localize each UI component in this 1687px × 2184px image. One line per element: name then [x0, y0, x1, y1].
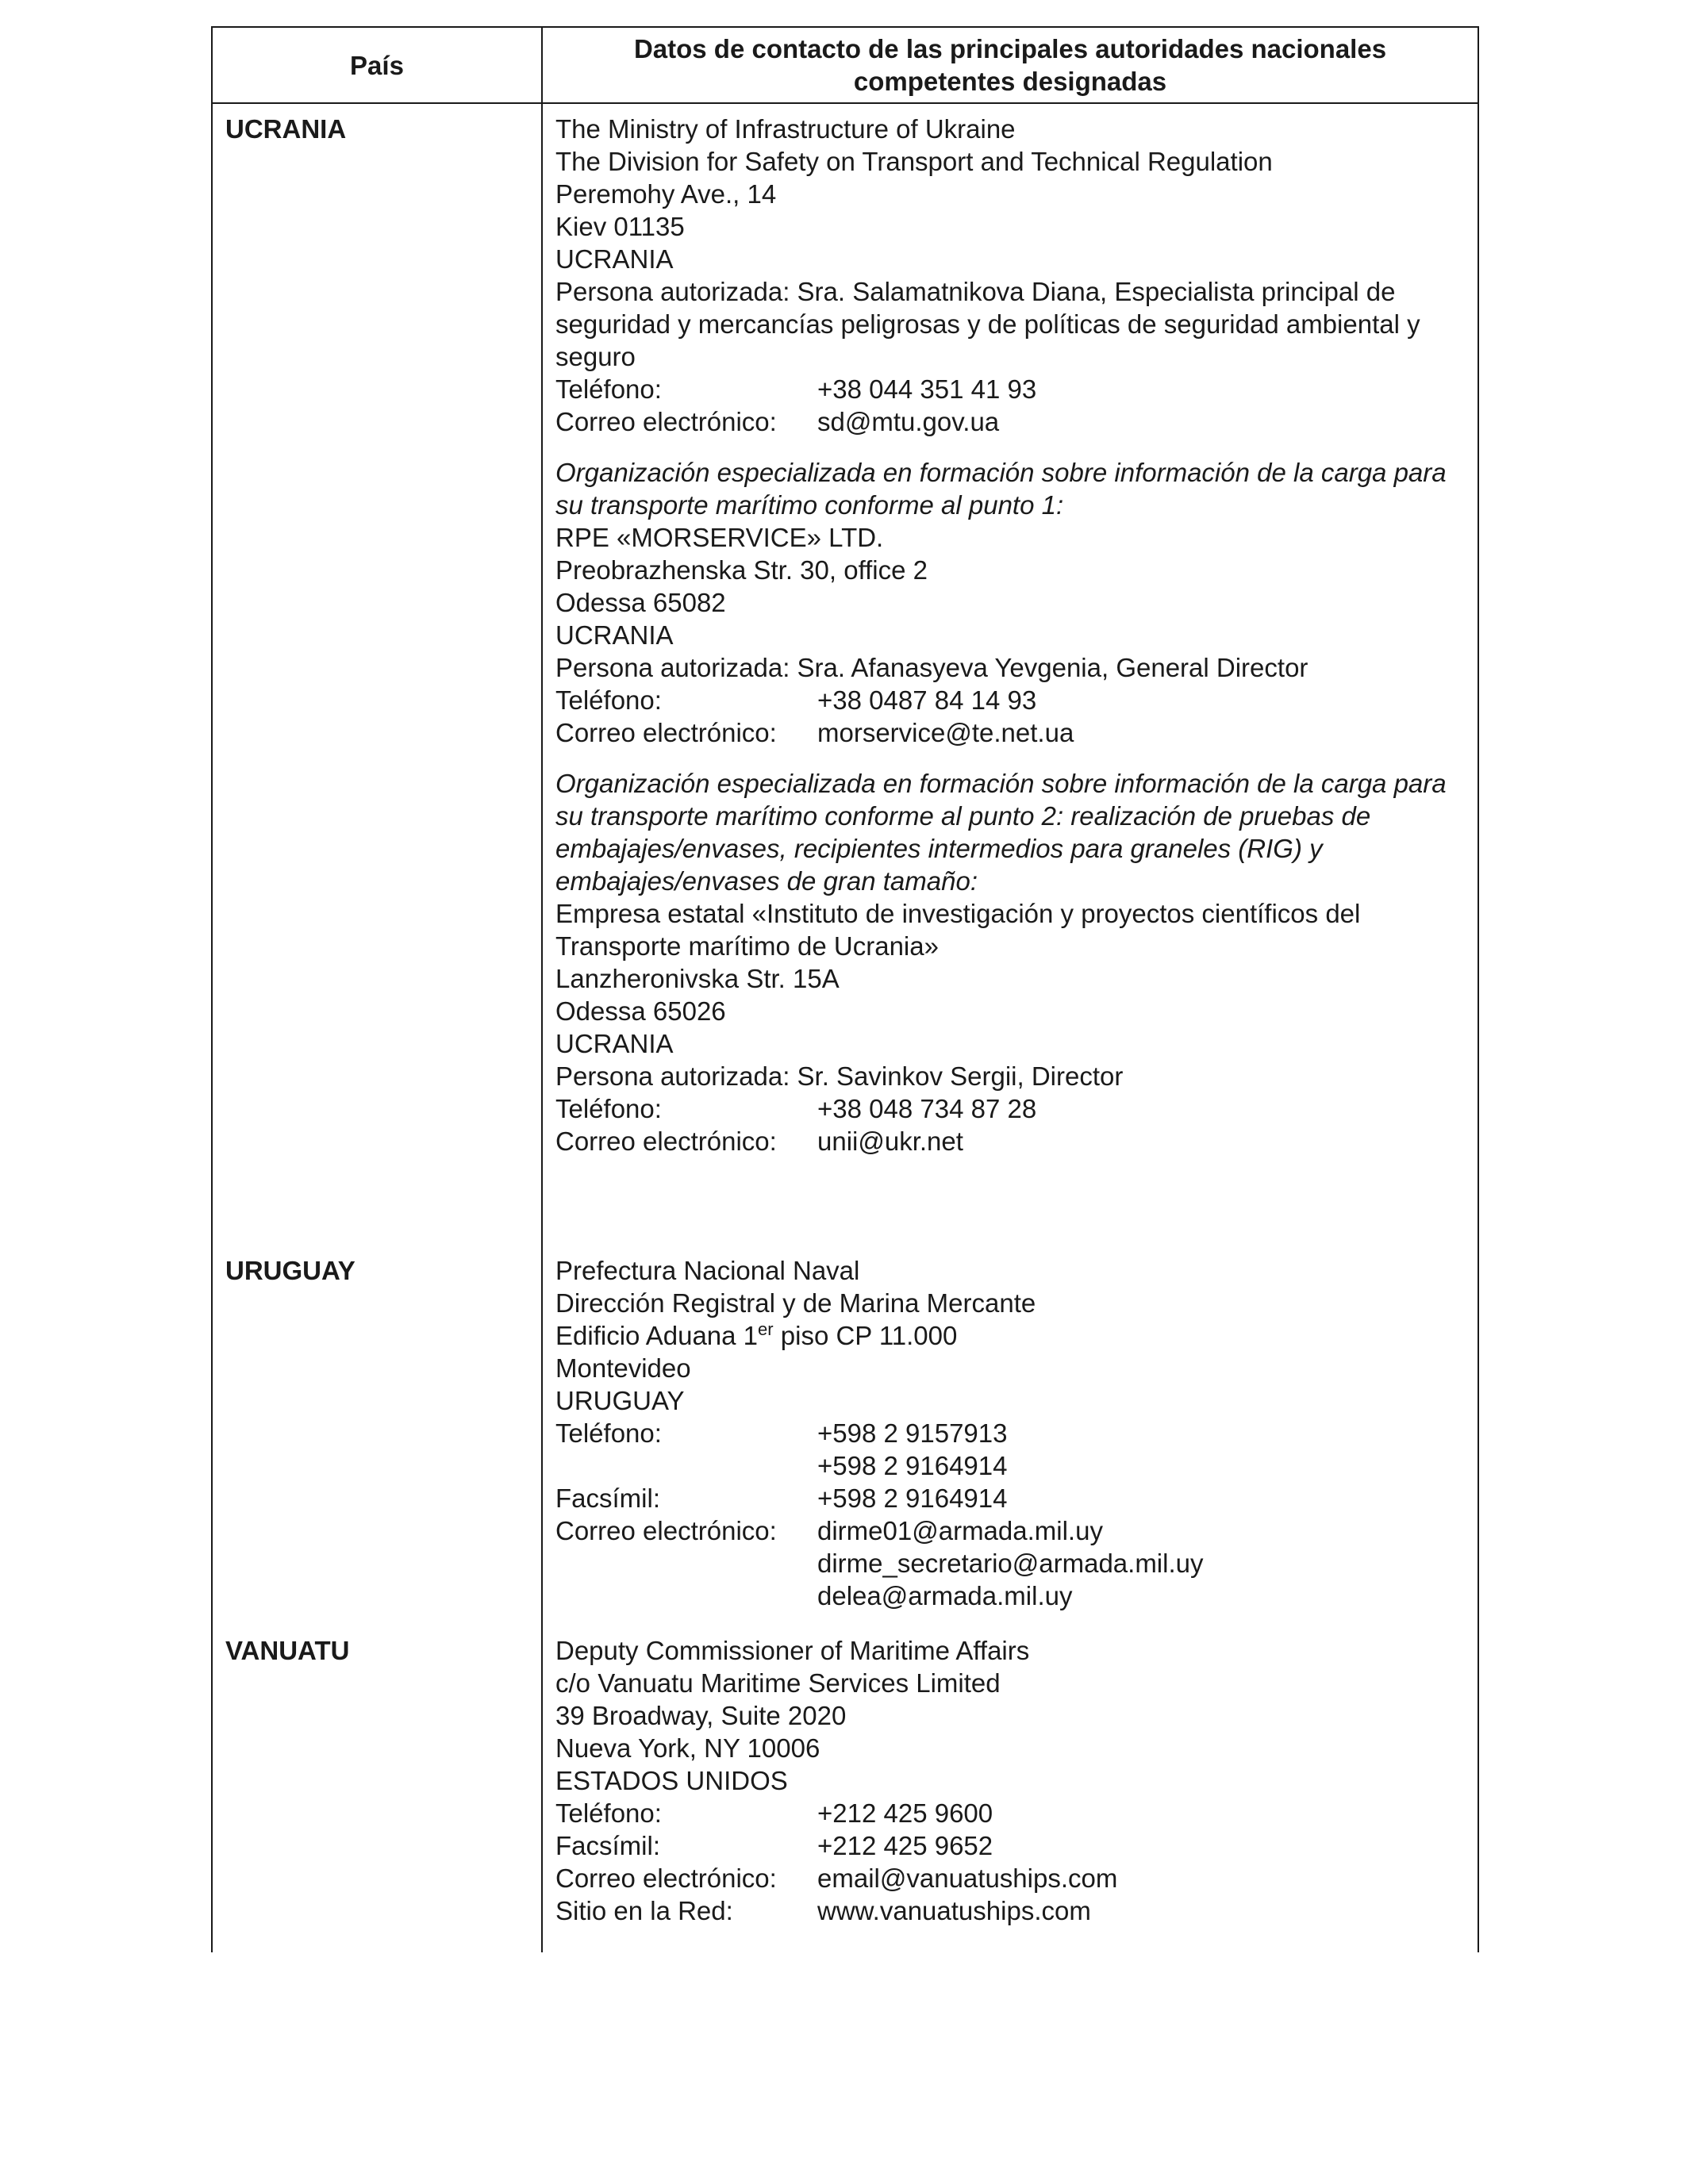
field-label: Facsímil:: [555, 1484, 660, 1513]
country-cell: [211, 1619, 543, 1952]
ordinal-before: Edificio Aduana 1: [555, 1321, 759, 1350]
ordinal-after: piso CP 11.000: [773, 1321, 958, 1350]
email-link[interactable]: dirme_secretario@armada.mil.uy: [817, 1549, 1204, 1578]
field-value: +38 048 734 87 28: [817, 1094, 1037, 1123]
field-label: [555, 1579, 817, 1612]
address-line: Peremohy Ave., 14: [555, 179, 777, 209]
address-line: Dirección Registral y de Marina Mercante: [555, 1288, 1036, 1318]
field-value: +598 2 9164914: [817, 1451, 1008, 1480]
contact-entry: [555, 113, 1465, 438]
email-link[interactable]: unii@ukr.net: [817, 1127, 963, 1156]
address-line: URUGUAY: [555, 1386, 685, 1415]
address-line: 39 Broadway, Suite 2020: [555, 1701, 847, 1730]
contacts-table: [211, 26, 1479, 1952]
contact-column-header: Datos de contacto de las principales autoridades nacionales competentes designadas: [543, 28, 1479, 102]
address-line: RPE «MORSERVICE» LTD.: [555, 523, 884, 552]
contact-cell: [543, 1242, 1479, 1619]
email-link[interactable]: delea@armada.mil.uy: [817, 1581, 1073, 1610]
address-line: The Ministry of Infrastructure of Ukraine: [555, 114, 1016, 144]
contact-field: [555, 373, 1465, 405]
address-line: Preobrazhenska Str. 30, office 2: [555, 555, 928, 585]
contact-cell: [543, 104, 1479, 1242]
address-line: Nueva York, NY 10006: [555, 1733, 820, 1763]
field-label: Teléfono:: [555, 1418, 662, 1448]
field-label: Correo electrónico:: [555, 1516, 777, 1545]
table-row: [211, 104, 1479, 1242]
address-line: Odessa 65082: [555, 588, 726, 617]
entry-intro: Organización especializada en formación sobre información de la carga para su transporte marítimo conforme al punto 1:: [555, 458, 1447, 520]
contact-field: [555, 1482, 1465, 1514]
field-label: Correo electrónico:: [555, 1127, 777, 1156]
country-name: UCRANIA: [225, 114, 347, 144]
address-line: ESTADOS UNIDOS: [555, 1766, 788, 1795]
contact-field: [555, 405, 1465, 438]
country-name: URUGUAY: [225, 1256, 355, 1285]
address-line: Deputy Commissioner of Maritime Affairs: [555, 1636, 1030, 1665]
field-label: Sitio en la Red:: [555, 1896, 733, 1925]
table-row: [211, 1619, 1479, 1952]
field-value: +598 2 9164914: [817, 1484, 1008, 1513]
field-value: +38 0487 84 14 93: [817, 685, 1037, 715]
field-label: Correo electrónico:: [555, 407, 777, 436]
contact-entry: [555, 456, 1465, 749]
address-line: c/o Vanuatu Maritime Services Limited: [555, 1668, 1001, 1698]
country-name: VANUATU: [225, 1636, 350, 1665]
email-link[interactable]: morservice@te.net.ua: [817, 718, 1074, 747]
address-line: UCRANIA: [555, 620, 674, 650]
field-value: +38 044 351 41 93: [817, 374, 1037, 404]
address-line: Montevideo: [555, 1353, 691, 1383]
address-line: UCRANIA: [555, 1029, 674, 1058]
field-label: Teléfono:: [555, 1094, 662, 1123]
contact-entry: [555, 1634, 1465, 1927]
address-line: Empresa estatal «Instituto de investigación y proyectos científicos del Transporte marítimo de Ucrania»: [555, 899, 1361, 961]
contact-field: [555, 1862, 1465, 1894]
email-link[interactable]: dirme01@armada.mil.uy: [817, 1516, 1103, 1545]
authorized-person: Persona autorizada: Sr. Savinkov Sergii, Director: [555, 1061, 1124, 1091]
table-header: [211, 28, 1479, 104]
address-line: Prefectura Nacional Naval: [555, 1256, 860, 1285]
field-label: Teléfono:: [555, 685, 662, 715]
contact-field: [555, 1547, 1465, 1579]
authorized-person: Persona autorizada: Sra. Salamatnikova Diana, Especialista principal de seguridad y mercancías peligrosas y de políticas de seguridad ambiental y seguro: [555, 277, 1420, 371]
country-cell: [211, 1242, 543, 1619]
email-link[interactable]: sd@mtu.gov.ua: [817, 407, 1000, 436]
contact-entry: [555, 1254, 1465, 1612]
contact-field: [555, 1092, 1465, 1125]
field-label: Teléfono:: [555, 374, 662, 404]
field-label: [555, 1547, 817, 1579]
field-value: +212 425 9652: [817, 1831, 993, 1860]
field-label: Facsímil:: [555, 1831, 660, 1860]
contact-field: [555, 1894, 1465, 1927]
ordinal-suffix: er: [758, 1319, 774, 1339]
address-line: UCRANIA: [555, 244, 674, 274]
contact-field: [555, 1829, 1465, 1862]
country-cell: [211, 104, 543, 1242]
contact-field: [555, 1514, 1465, 1547]
contact-entry: [555, 767, 1465, 1157]
field-label: Correo electrónico:: [555, 718, 777, 747]
authorized-person: Persona autorizada: Sra. Afanasyeva Yevgenia, General Director: [555, 653, 1308, 682]
field-value: +212 425 9600: [817, 1798, 993, 1828]
address-line: Lanzheronivska Str. 15A: [555, 964, 840, 993]
contact-field: [555, 1579, 1465, 1612]
table-row: [211, 1242, 1479, 1619]
email-link[interactable]: email@vanuatuships.com: [817, 1864, 1118, 1893]
contact-field: [555, 1449, 1465, 1482]
address-line-ordinal: [555, 1319, 1465, 1352]
contact-field: [555, 716, 1465, 749]
field-value: +598 2 9157913: [817, 1418, 1008, 1448]
address-line: Kiev 01135: [555, 212, 685, 241]
field-label: Teléfono:: [555, 1798, 662, 1828]
contact-field: [555, 1125, 1465, 1157]
address-line: Odessa 65026: [555, 996, 726, 1026]
field-label: [555, 1449, 817, 1482]
contact-field: [555, 684, 1465, 716]
contact-cell: [543, 1619, 1479, 1952]
entry-intro: Organización especializada en formación sobre información de la carga para su transporte marítimo conforme al punto 2: realización de pruebas de embajajes/envases, recipientes intermedios para graneles (RIG) y embajajes/envases de gran tamaño:: [555, 769, 1447, 896]
contact-field: [555, 1797, 1465, 1829]
website-link[interactable]: www.vanuatuships.com: [817, 1896, 1091, 1925]
contact-field: [555, 1417, 1465, 1449]
field-label: Correo electrónico:: [555, 1864, 777, 1893]
address-line: The Division for Safety on Transport and Technical Regulation: [555, 147, 1273, 176]
country-column-header: País: [211, 28, 543, 102]
